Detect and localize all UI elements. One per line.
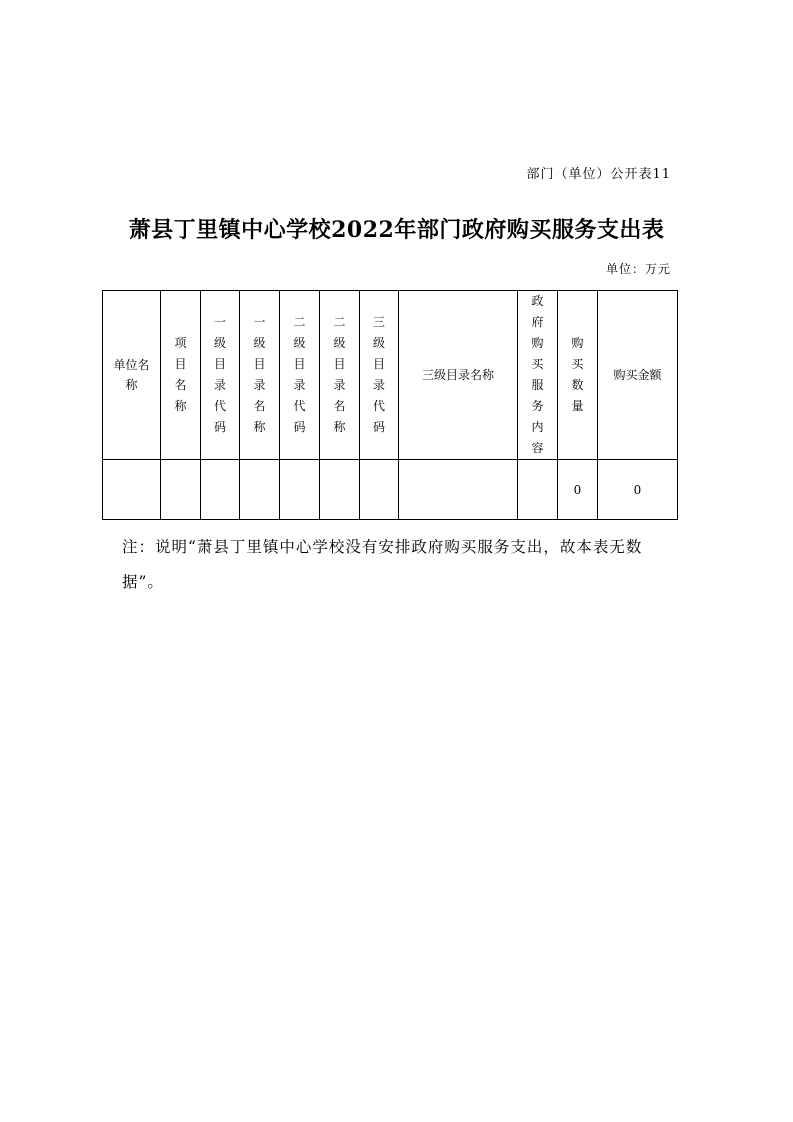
table-cell <box>320 460 360 520</box>
table-cell <box>280 460 320 520</box>
spending-table <box>102 290 678 520</box>
table-header-row <box>103 291 678 460</box>
header-cell-level1-name: 一级目录名称 <box>240 291 280 460</box>
page-title: 萧县丁里镇中心学校2022年部门政府购买服务支出表 <box>128 217 665 243</box>
table-cell <box>518 460 558 520</box>
header-cell-unit-name: 单位名称 <box>103 291 161 460</box>
table-cell <box>240 460 280 520</box>
header-cell-level3-code: 三级目录代码 <box>360 291 399 460</box>
form-code: 部门（单位）公开表11 <box>526 167 671 182</box>
header-cell-level3-name: 三级目录名称 <box>399 291 518 460</box>
table-cell <box>399 460 518 520</box>
table-row <box>103 460 678 520</box>
amount-value: 0 <box>598 460 678 520</box>
note-text: 注：说明“萧县丁里镇中心学校没有安排政府购买服务支出，故本表无数据”。 <box>122 538 643 591</box>
table-cell <box>201 460 240 520</box>
header-cell-project-name: 项目名称 <box>161 291 201 460</box>
quantity-value: 0 <box>558 460 598 520</box>
header-cell-level2-name: 二级目录名称 <box>320 291 360 460</box>
header-cell-quantity: 购买数量 <box>558 291 598 460</box>
table-cell <box>360 460 399 520</box>
header-cell-service-content: 政府购买服务内容 <box>518 291 558 460</box>
header-cell-level2-code: 二级目录代码 <box>280 291 320 460</box>
header-cell-level1-code: 一级目录代码 <box>201 291 240 460</box>
table-cell <box>161 460 201 520</box>
header-cell-amount: 购买金额 <box>598 291 678 460</box>
table-cell <box>103 460 161 520</box>
unit-label: 单位：万元 <box>605 262 671 276</box>
